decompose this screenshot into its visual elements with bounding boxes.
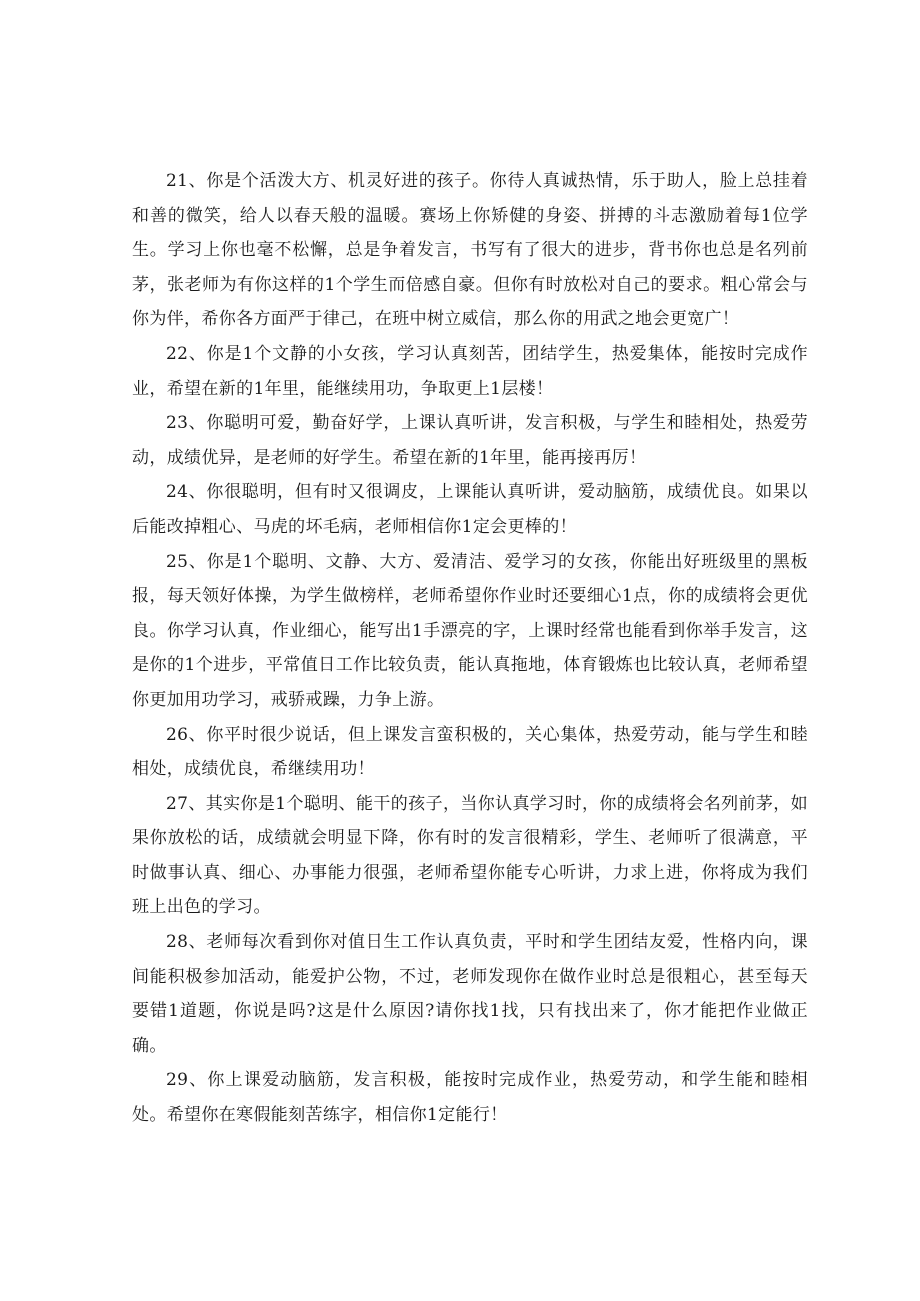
document-body — [132, 164, 808, 1133]
comment-paragraph-23: 23、你聪明可爱，勤奋好学，上课认真听讲，发言积极，与学生和睦相处，热爱劳动，成绩优异，是老师的好学生。希望在新的1年里，能再接再厉！ — [132, 413, 808, 468]
comment-paragraph-28: 28、老师每次看到你对值日生工作认真负责，平时和学生团结友爱，性格内向，课间能积极参加活动，能爱护公物，不过，老师发现你在做作业时总是很粗心，甚至每天要错1道题，你说是吗?这是什么原因?请你找1找，只有找出来了，你才能把作业做正确。 — [132, 932, 808, 1056]
comment-paragraph-24: 24、你很聪明，但有时又很调皮，上课能认真听讲，爱动脑筋，成绩优良。如果以后能改掉粗心、马虎的坏毛病，老师相信你1定会更棒的！ — [132, 482, 808, 537]
comment-paragraph-22: 22、你是1个文静的小女孩，学习认真刻苦，团结学生，热爱集体，能按时完成作业，希望在新的1年里，能继续用功，争取更上1层楼！ — [132, 343, 808, 399]
comment-paragraph-21: 21、你是个活泼大方、机灵好进的孩子。你待人真诚热情，乐于助人，脸上总挂着和善的微笑，给人以春天般的温暖。赛场上你矫健的身姿、拼搏的斗志激励着每1位学生。学习上你也毫不松懈，总是争着发言，书写有了很大的进步，背书你也总是名列前茅，张老师为有你这样的1个学生而倍感自豪。但你有时放松对自己的要求。粗心常会与你为伴，希你各方面严于律己，在班中树立威信，那么你的用武之地会更宽广！ — [132, 171, 808, 330]
comment-paragraph-25: 25、你是1个聪明、文静、大方、爱清洁、爱学习的女孩，你能出好班级里的黑板报，每天领好体操，为学生做榜样，老师希望你作业时还要细心1点，你的成绩将会更优良。你学习认真，作业细心，能写出1手漂亮的字，上课时经常也能看到你举手发言，这是你的1个进步，平常值日工作比较负责，能认真拖地，体育锻炼也比较认真，老师希望你更加用功学习，戒骄戒躁，力争上游。 — [132, 551, 808, 710]
comment-paragraph-27: 27、其实你是1个聪明、能干的孩子，当你认真学习时，你的成绩将会名列前茅，如果你放松的话，成绩就会明显下降，你有时的发言很精彩，学生、老师听了很满意，平时做事认真、细心、办事能力很强，老师希望你能专心听讲，力求上进，你将成为我们班上出色的学习。 — [132, 793, 808, 918]
comment-paragraph-26: 26、你平时很少说话，但上课发言蛮积极的，关心集体，热爱劳动，能与学生和睦相处，成绩优良，希继续用功！ — [132, 724, 808, 780]
comment-paragraph-29: 29、你上课爱动脑筋，发言积极，能按时完成作业，热爱劳动，和学生能和睦相处。希望你在寒假能刻苦练字，相信你1定能行！ — [132, 1070, 808, 1126]
